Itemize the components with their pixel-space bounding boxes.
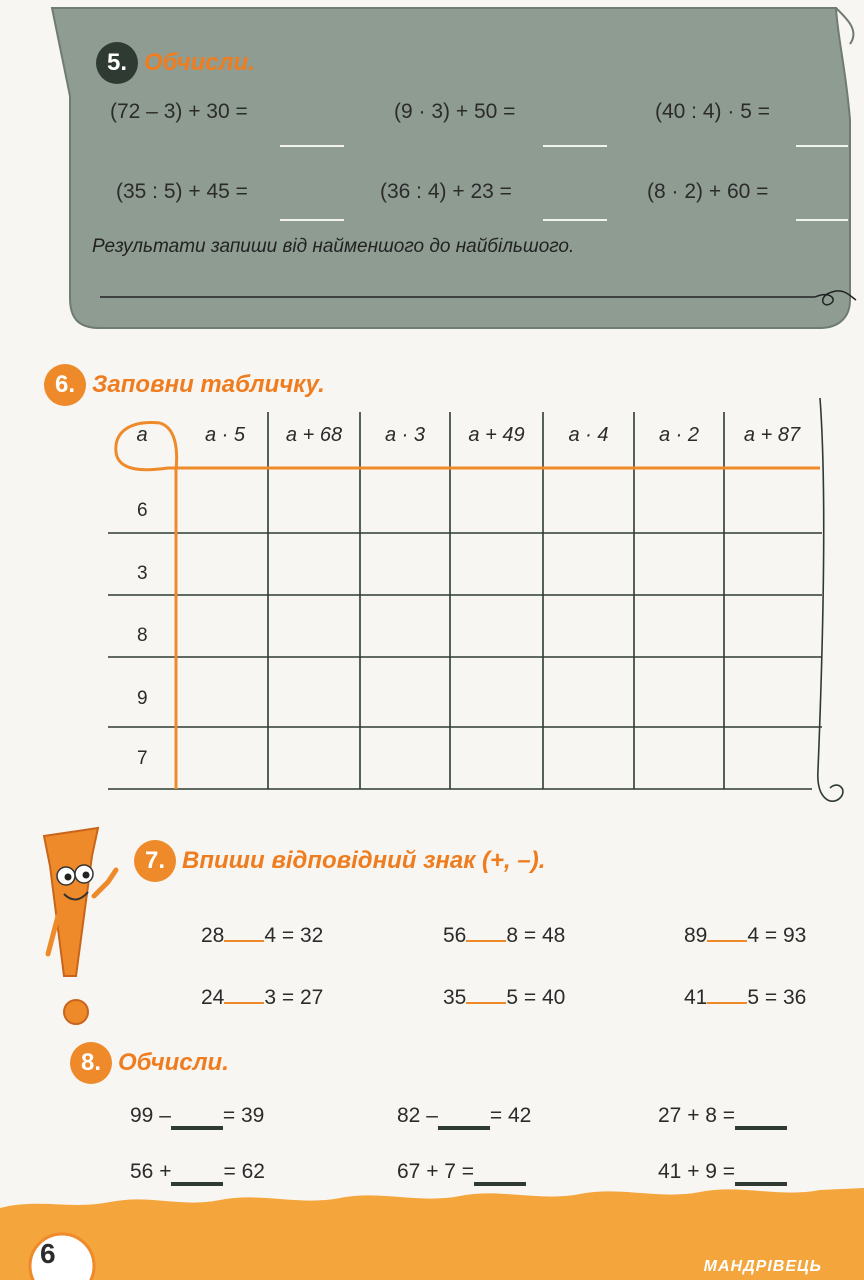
- equation-right: 4 = 93: [747, 924, 807, 947]
- equation-left: 99 –: [130, 1104, 171, 1127]
- table-a-value: 3: [137, 563, 148, 584]
- answer-blank[interactable]: [735, 1104, 787, 1122]
- task5-expr-6: (8 · 2) + 60 =: [647, 180, 769, 203]
- table-header: a · 4: [568, 424, 609, 446]
- task5-title: Обчисли.: [144, 49, 255, 76]
- task8-title: Обчисли.: [118, 1049, 229, 1076]
- table-header: a + 49: [468, 424, 525, 446]
- table-header: a + 68: [285, 424, 343, 446]
- page-number: 6: [40, 1238, 56, 1269]
- answer-blank[interactable]: [171, 1160, 223, 1178]
- task5-expr-5: (36 : 4) + 23 =: [380, 180, 512, 203]
- equation-left: 41: [684, 986, 708, 1009]
- answer-blank[interactable]: [735, 1160, 787, 1178]
- equation-left: 56: [443, 924, 467, 947]
- exclamation-mascot-icon: [36, 826, 132, 1026]
- equation-left: 24: [201, 986, 225, 1009]
- task5-number: 5.: [96, 42, 138, 84]
- compute-equation: [130, 1104, 264, 1128]
- equation-left: 82 –: [397, 1104, 438, 1127]
- equation-left: 67 + 7 =: [397, 1160, 475, 1183]
- sign-equation: [443, 984, 565, 1010]
- task7-title: Впиши відповідний знак (+, –).: [182, 847, 546, 874]
- equation-right: = 42: [489, 1104, 532, 1127]
- task6-number: 6.: [44, 364, 86, 406]
- equation-right: 5 = 36: [747, 986, 807, 1009]
- task5-expr-4: (35 : 5) + 45 =: [116, 180, 248, 203]
- equation-right: = 62: [223, 1160, 265, 1183]
- task8-heading: [70, 1042, 229, 1084]
- equation-right: 5 = 40: [506, 986, 566, 1009]
- task5-expr-3: (40 : 4) · 5 =: [655, 100, 770, 123]
- table-header: a + 87: [743, 424, 801, 446]
- task7-number: 7.: [134, 840, 176, 882]
- sign-blank[interactable]: [466, 984, 506, 1004]
- sign-equation: [201, 922, 323, 948]
- table-a-value: 6: [137, 500, 148, 521]
- table-header-a: a: [136, 424, 148, 446]
- equation-left: 89: [684, 924, 708, 947]
- sign-blank[interactable]: [224, 984, 264, 1004]
- task5-expr-1: (72 – 3) + 30 =: [110, 100, 248, 123]
- sign-blank[interactable]: [707, 922, 747, 942]
- table-a-value: 9: [137, 688, 148, 709]
- table-header: a · 3: [384, 424, 426, 446]
- task6-title: Заповни табличку.: [92, 371, 325, 398]
- answer-blank[interactable]: [474, 1160, 526, 1178]
- sign-equation: [684, 984, 806, 1010]
- brand-logo: МАНДРІВЕЦЬ: [703, 1258, 822, 1275]
- compute-equation: [658, 1104, 787, 1128]
- equation-left: 28: [201, 924, 225, 947]
- compute-equation: [397, 1104, 531, 1128]
- sign-equation: [443, 922, 565, 948]
- equation-right: 8 = 48: [506, 924, 566, 947]
- equation-right: 3 = 27: [264, 986, 324, 1009]
- sign-equation: [201, 984, 323, 1010]
- table-header: a · 5: [204, 424, 246, 446]
- sign-blank[interactable]: [707, 984, 747, 1004]
- task5-note: Результати запиши від найменшого до найбільшого.: [92, 236, 575, 257]
- equation-right: = 39: [222, 1104, 265, 1127]
- answer-blank[interactable]: [171, 1104, 223, 1122]
- task7-heading: [134, 840, 545, 882]
- table-header: a · 2: [658, 424, 700, 446]
- equation-right: 4 = 32: [264, 924, 324, 947]
- sign-equation: [684, 922, 806, 948]
- equation-left: 27 + 8 =: [658, 1104, 736, 1127]
- task8-number: 8.: [70, 1042, 112, 1084]
- answer-blank[interactable]: [438, 1104, 490, 1122]
- equation-left: 35: [443, 986, 467, 1009]
- equation-left: 56 +: [130, 1160, 172, 1183]
- sign-blank[interactable]: [224, 922, 264, 942]
- table-a-value: 8: [137, 625, 148, 646]
- sign-blank[interactable]: [466, 922, 506, 942]
- table-a-value: 7: [137, 748, 148, 769]
- task5-expr-2: (9 · 3) + 50 =: [394, 100, 516, 123]
- equation-left: 41 + 9 =: [658, 1160, 736, 1183]
